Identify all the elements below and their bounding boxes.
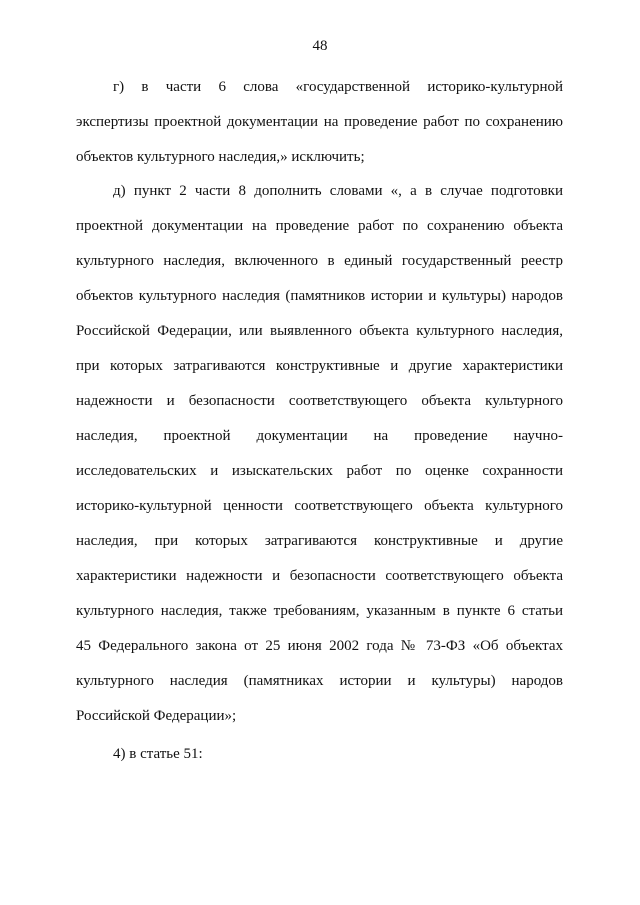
text-line: исследовательских и изыскательских работ по оценке сохранности bbox=[76, 463, 563, 479]
text-line: экспертизы проектной документации на проведение работ по сохранению bbox=[76, 114, 563, 130]
text-line: г) в части 6 слова «государственной историко-культурной bbox=[113, 79, 563, 95]
text-line: Российской Федерации»; bbox=[76, 708, 237, 724]
text-line: историко-культурной ценности соответствующего объекта культурного bbox=[76, 498, 563, 514]
text-line: культурного наследия (памятниках истории и культуры) народов bbox=[76, 673, 563, 689]
text-line: надежности и безопасности соответствующего объекта культурного bbox=[76, 393, 563, 409]
page-number: 48 bbox=[312, 38, 328, 54]
text-line: объектов культурного наследия,» исключить; bbox=[76, 149, 365, 165]
text-line: Российской Федерации, или выявленного объекта культурного наследия, bbox=[76, 323, 563, 339]
text-line: при которых затрагиваются конструктивные и другие характеристики bbox=[76, 358, 563, 374]
text-line: д) пункт 2 части 8 дополнить словами «, а в случае подготовки bbox=[113, 183, 563, 199]
text-line: культурного наследия, включенного в единый государственный реестр bbox=[76, 253, 563, 269]
text-line: культурного наследия, также требованиям, указанным в пункте 6 статьи bbox=[76, 603, 563, 619]
paragraph-item-4 bbox=[76, 737, 563, 772]
text-line: проектной документации на проведение работ по сохранению объекта bbox=[76, 218, 563, 234]
paragraph-d bbox=[76, 174, 563, 734]
text-line: наследия, проектной документации на проведение научно- bbox=[76, 428, 563, 444]
text-line: характеристики надежности и безопасности соответствующего объекта bbox=[76, 568, 563, 584]
text-line: наследия, при которых затрагиваются конструктивные и другие bbox=[76, 533, 563, 549]
text-line: 45 Федерального закона от 25 июня 2002 года № 73-ФЗ «Об объектах bbox=[76, 638, 563, 654]
text-line: объектов культурного наследия (памятников истории и культуры) народов bbox=[76, 288, 563, 304]
paragraph-g bbox=[76, 70, 563, 175]
text-line: 4) в статье 51: bbox=[113, 746, 203, 762]
